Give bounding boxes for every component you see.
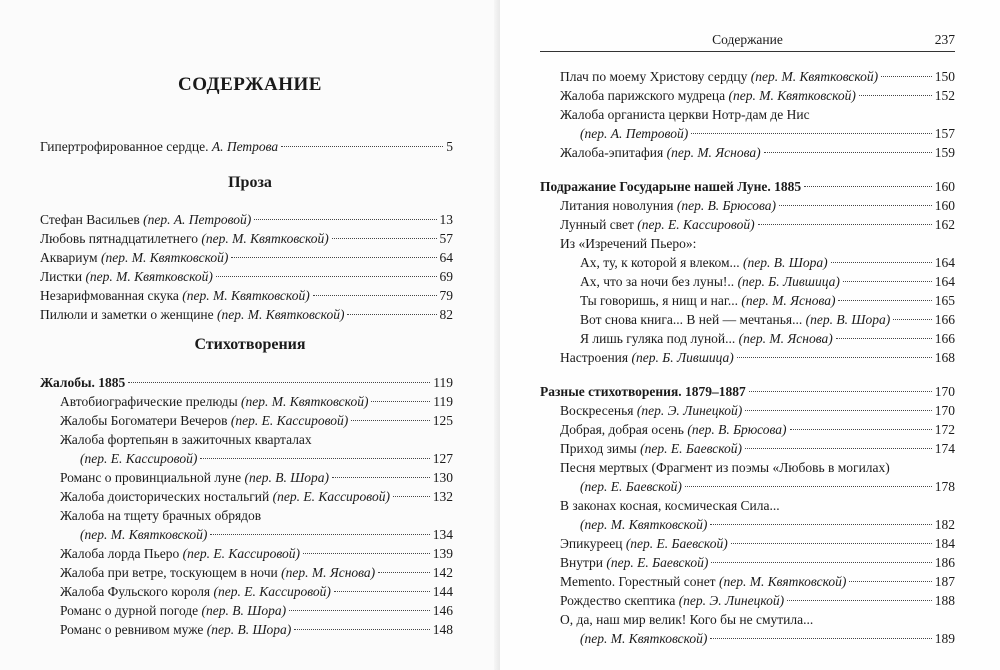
toc-entry[interactable] xyxy=(540,272,955,292)
toc-entry[interactable] xyxy=(40,430,453,450)
entry-page-number: 142 xyxy=(432,565,453,580)
entry-title xyxy=(40,305,344,325)
entry-page-number: 82 xyxy=(439,307,453,322)
entry-page-number: 148 xyxy=(432,622,453,637)
entry-page-number: 186 xyxy=(934,555,955,570)
toc-entry[interactable] xyxy=(40,267,453,287)
toc-entry[interactable] xyxy=(540,477,955,497)
section-heading-prose: Проза xyxy=(228,174,272,191)
dot-leader xyxy=(745,448,932,449)
entry-translator: (пер. В. Брюсова) xyxy=(676,198,777,213)
header-rule xyxy=(540,51,955,52)
entry-title xyxy=(60,620,291,640)
entry-title xyxy=(560,496,780,516)
toc-entry[interactable] xyxy=(540,401,955,421)
dot-leader xyxy=(210,534,429,535)
entry-title xyxy=(560,105,810,125)
entry-title-text: Жалоба при ветре, тоскующем в ночи xyxy=(60,565,278,580)
entry-title xyxy=(60,411,348,431)
entry-title xyxy=(40,286,310,306)
entry-title-text: Жалоба-эпитафия xyxy=(560,145,664,160)
entry-translator: (пер. Е. Баевской) xyxy=(640,441,743,456)
dot-leader xyxy=(289,610,430,611)
entry-translator: (пер. М. Квятковской) xyxy=(80,527,208,542)
entry-page-number: 132 xyxy=(432,489,453,504)
entry-page-number: 57 xyxy=(439,231,453,246)
dot-leader xyxy=(749,391,932,392)
toc-entry[interactable] xyxy=(540,215,955,235)
entry-title xyxy=(560,591,784,611)
entry-title-text: Романс о провинциальной луне xyxy=(60,470,242,485)
entry-page-number: 162 xyxy=(934,217,955,232)
entry-title xyxy=(540,177,801,197)
entry-title-text: Жалоба парижского мудреца xyxy=(560,88,726,103)
dot-leader xyxy=(779,205,932,206)
entry-translator: (пер. Е. Баевской) xyxy=(606,555,709,570)
entry-page-number: 134 xyxy=(432,527,453,542)
dot-leader xyxy=(836,338,932,339)
entry-title xyxy=(60,601,286,621)
entry-title-text: Разные стихотворения. 1879–1887 xyxy=(540,384,746,399)
toc-entry[interactable] xyxy=(540,234,955,254)
toc-entry[interactable] xyxy=(40,248,453,268)
entry-translator: (пер. Е. Кассировой) xyxy=(80,451,198,466)
dot-leader xyxy=(831,262,932,263)
entry-translator: (пер. Е. Кассировой) xyxy=(230,413,349,428)
entry-title-text: Приход зимы xyxy=(560,441,637,456)
entry-title-text: Жалоба доисторических ностальгий xyxy=(60,489,270,504)
entry-title xyxy=(580,253,828,273)
toc-entry[interactable] xyxy=(40,137,453,157)
dot-leader xyxy=(790,429,932,430)
entry-title-text: Ах, что за ночи без луны!.. xyxy=(580,274,735,289)
entry-title xyxy=(40,137,278,157)
entry-translator: (пер. М. Квятковской) xyxy=(85,269,213,284)
entry-title xyxy=(560,348,734,368)
entry-page-number: 13 xyxy=(439,212,453,227)
entry-title xyxy=(60,392,368,412)
entry-translator: (пер. В. Шора) xyxy=(805,312,891,327)
entry-title xyxy=(560,458,890,478)
entry-page-number: 164 xyxy=(934,274,955,289)
entry-title-text: Рождество скептика xyxy=(560,593,676,608)
toc-entry[interactable] xyxy=(540,310,955,330)
toc-entry[interactable] xyxy=(40,229,453,249)
entry-title xyxy=(560,439,742,459)
entry-title-text: О, да, наш мир велик! Кого бы не смутила... xyxy=(560,612,814,627)
entry-title-text: Я лишь гуляка под луной... xyxy=(580,331,736,346)
toc-entry[interactable] xyxy=(540,348,955,368)
entry-title xyxy=(580,515,707,535)
entry-page-number: 174 xyxy=(934,441,955,456)
entry-page-number: 164 xyxy=(934,255,955,270)
entry-title-text: Добрая, добрая осень xyxy=(560,422,684,437)
entry-translator: (пер. В. Шора) xyxy=(244,470,330,485)
entry-translator: (пер. Е. Баевской) xyxy=(580,479,682,494)
entry-translator: (пер. М. Яснова) xyxy=(741,293,836,308)
entry-title xyxy=(40,210,251,230)
entry-title xyxy=(580,124,688,144)
entry-title xyxy=(60,544,300,564)
dot-leader xyxy=(737,357,932,358)
entry-page-number: 69 xyxy=(439,269,453,284)
entry-page-number: 160 xyxy=(934,179,955,194)
toc-entry[interactable] xyxy=(540,196,955,216)
dot-leader xyxy=(313,295,437,296)
toc-entry[interactable] xyxy=(540,572,955,592)
entry-title-text: Литания новолуния xyxy=(560,198,674,213)
entry-title-text: Пилюли и заметки о женщине xyxy=(40,307,214,322)
dot-leader xyxy=(804,186,932,187)
toc-entry[interactable] xyxy=(540,124,955,144)
entry-title-text: В законах косная, космическая Сила... xyxy=(560,498,780,513)
entry-translator: (пер. М. Квятковской) xyxy=(750,69,879,84)
toc-entry[interactable] xyxy=(40,286,453,306)
toc-section-entry[interactable] xyxy=(540,177,955,197)
toc-entry[interactable] xyxy=(40,525,453,545)
entry-title-text: Настроения xyxy=(560,350,629,365)
entry-translator: (пер. В. Брюсова) xyxy=(687,422,787,437)
entry-page-number: 188 xyxy=(934,593,955,608)
toc-entry[interactable] xyxy=(40,487,453,507)
toc-entry[interactable] xyxy=(40,601,453,621)
entry-title xyxy=(560,572,846,592)
entry-page-number: 5 xyxy=(446,139,453,154)
dot-leader xyxy=(378,572,430,573)
entry-title xyxy=(560,86,856,106)
entry-title-text: Подражание Государыне нашей Луне. 1885 xyxy=(540,179,802,194)
entry-translator: (пер. Е. Кассировой) xyxy=(213,584,331,599)
entry-title-text: Ах, ту, к которой я влеком... xyxy=(580,255,740,270)
dot-leader xyxy=(710,638,931,639)
toc-entry[interactable] xyxy=(540,629,955,649)
dot-leader xyxy=(787,600,932,601)
toc-entry[interactable] xyxy=(540,439,955,459)
entry-translator: (пер. А. Петровой) xyxy=(580,126,689,141)
entry-page-number: 178 xyxy=(934,479,955,494)
entry-title-text: Романс о дурной погоде xyxy=(60,603,199,618)
entry-page-number: 159 xyxy=(934,145,955,160)
entry-translator: (пер. М. Квятковской) xyxy=(241,394,369,409)
entry-title xyxy=(560,534,728,554)
toc-entry[interactable] xyxy=(40,563,453,583)
entry-translator: (пер. М. Квятковской) xyxy=(728,88,856,103)
toc-section-entry[interactable] xyxy=(40,373,453,393)
entry-translator: (пер. В. Шора) xyxy=(201,603,287,618)
entry-title xyxy=(540,382,746,402)
entry-title-text: Песня мертвых (Фрагмент из поэмы «Любовь в могилах) xyxy=(560,460,890,475)
dot-leader xyxy=(710,524,931,525)
entry-title xyxy=(80,449,197,469)
entry-translator: (пер. В. Шора) xyxy=(206,622,292,637)
entry-translator: (пер. Б. Лившица) xyxy=(631,350,734,365)
toc-entry[interactable] xyxy=(540,496,955,516)
dot-leader xyxy=(731,543,932,544)
entry-page-number: 172 xyxy=(934,422,955,437)
toc-entry[interactable] xyxy=(40,506,453,526)
toc-entry[interactable] xyxy=(540,105,955,125)
entry-title-text: Стефан Васильев xyxy=(40,212,140,227)
dot-leader xyxy=(294,629,429,630)
entry-title xyxy=(40,373,125,393)
toc-entry[interactable] xyxy=(540,420,955,440)
entry-title xyxy=(560,196,776,216)
toc-entry[interactable] xyxy=(540,553,955,573)
entry-title xyxy=(40,248,228,268)
toc-entry[interactable] xyxy=(540,253,955,273)
entry-title-text: Из «Изречений Пьеро»: xyxy=(560,236,697,251)
toc-entry[interactable] xyxy=(540,515,955,535)
toc-entry[interactable] xyxy=(40,582,453,602)
entry-title xyxy=(580,629,707,649)
entry-page-number: 127 xyxy=(432,451,453,466)
entry-title xyxy=(60,582,331,602)
entry-page-number: 144 xyxy=(432,584,453,599)
entry-page-number: 168 xyxy=(934,350,955,365)
entry-title xyxy=(560,67,878,87)
entry-translator: (пер. М. Яснова) xyxy=(666,145,761,160)
toc-entry[interactable] xyxy=(40,392,453,412)
entry-title xyxy=(60,487,390,507)
entry-translator: (пер. Э. Линецкой) xyxy=(678,593,785,608)
entry-title xyxy=(60,430,312,450)
entry-title-text: Гипертрофированное сердце. xyxy=(40,139,209,154)
entry-page-number: 139 xyxy=(432,546,453,561)
dot-leader xyxy=(843,281,932,282)
toc-entry[interactable] xyxy=(540,143,955,163)
entry-title-text: Любовь пятнадцатилетнего xyxy=(40,231,198,246)
entry-translator: А. Петрова xyxy=(211,139,279,154)
entry-page-number: 119 xyxy=(433,375,453,390)
entry-title-text: Жалоба Фульского короля xyxy=(60,584,211,599)
entry-title-text: Жалобы. 1885 xyxy=(40,375,126,390)
entry-title-text: Плач по моему Христову сердцу xyxy=(560,69,748,84)
entry-title-text: Воскресенья xyxy=(560,403,634,418)
entry-title xyxy=(560,401,742,421)
running-head-title: Содержание xyxy=(712,32,783,47)
entry-page-number: 165 xyxy=(934,293,955,308)
toc-entry[interactable] xyxy=(540,534,955,554)
entry-title xyxy=(580,477,682,497)
entry-translator: (пер. Э. Линецкой) xyxy=(636,403,743,418)
entry-page-number: 125 xyxy=(432,413,453,428)
entry-page-number: 157 xyxy=(934,126,955,141)
entry-page-number: 146 xyxy=(432,603,453,618)
dot-leader xyxy=(351,420,429,421)
toc-entry[interactable] xyxy=(540,67,955,87)
dot-leader xyxy=(231,257,436,258)
toc-section-entry[interactable] xyxy=(540,382,955,402)
entry-title xyxy=(560,143,761,163)
dot-leader xyxy=(216,276,437,277)
toc-entry[interactable] xyxy=(40,620,453,640)
dot-leader xyxy=(128,382,430,383)
entry-title-text: Автобиографические прелюды xyxy=(60,394,238,409)
toc-entry[interactable] xyxy=(40,544,453,564)
entry-title xyxy=(60,563,375,583)
entry-title xyxy=(580,329,833,349)
entry-page-number: 150 xyxy=(934,69,955,84)
entry-page-number: 166 xyxy=(934,312,955,327)
dot-leader xyxy=(254,219,436,220)
entry-translator: (пер. Е. Кассировой) xyxy=(637,217,755,232)
entry-title xyxy=(560,553,708,573)
entry-page-number: 119 xyxy=(433,394,453,409)
dot-leader xyxy=(332,238,437,239)
entry-title-text: Аквариум xyxy=(40,250,98,265)
entry-page-number: 64 xyxy=(439,250,453,265)
entry-title-text: Эпикуреец xyxy=(560,536,623,551)
toc-entry[interactable] xyxy=(40,210,453,230)
dot-leader xyxy=(893,319,932,320)
page-number: 237 xyxy=(934,32,955,47)
entry-page-number: 160 xyxy=(934,198,955,213)
toc-entry[interactable] xyxy=(540,610,955,630)
entry-page-number: 187 xyxy=(934,574,955,589)
toc-entry[interactable] xyxy=(40,411,453,431)
dot-leader xyxy=(745,410,931,411)
dot-leader xyxy=(758,224,932,225)
entry-title-text: Жалоба органиста церкви Нотр-дам де Нис xyxy=(560,107,810,122)
entry-title-text: Листки xyxy=(40,269,83,284)
entry-translator: (пер. М. Яснова) xyxy=(738,331,833,346)
dot-leader xyxy=(881,76,932,77)
toc-entry[interactable] xyxy=(540,591,955,611)
dot-leader xyxy=(764,152,932,153)
dot-leader xyxy=(838,300,931,301)
entry-title xyxy=(580,291,835,311)
dot-leader xyxy=(849,581,931,582)
dot-leader xyxy=(347,314,436,315)
dot-leader xyxy=(711,562,931,563)
entry-title-text: Жалоба на тщету брачных обрядов xyxy=(60,508,262,523)
toc-entry[interactable] xyxy=(540,291,955,311)
entry-title-text: Жалоба фортепьян в зажиточных кварталах xyxy=(60,432,312,447)
entry-title xyxy=(80,525,207,545)
entry-title xyxy=(40,267,213,287)
entry-translator: (пер. М. Квятковской) xyxy=(580,631,708,646)
entry-title-text: Внутри xyxy=(560,555,604,570)
toc-entry[interactable] xyxy=(540,458,955,478)
entry-title xyxy=(560,215,755,235)
entry-title-text: Незарифмованная скука xyxy=(40,288,179,303)
entry-page-number: 170 xyxy=(934,403,955,418)
entry-page-number: 130 xyxy=(432,470,453,485)
entry-title xyxy=(60,468,329,488)
entry-title xyxy=(40,229,329,249)
entry-title-text: Жалоба лорда Пьеро xyxy=(60,546,180,561)
toc-entry[interactable] xyxy=(540,86,955,106)
dot-leader xyxy=(334,591,430,592)
toc-entry[interactable] xyxy=(540,329,955,349)
entry-translator: (пер. М. Квятковской) xyxy=(100,250,229,265)
toc-entry[interactable] xyxy=(40,305,453,325)
entry-title-text: Лунный свет xyxy=(560,217,634,232)
dot-leader xyxy=(332,477,430,478)
entry-title-text: Memento. Горестный сонет xyxy=(560,574,716,589)
dot-leader xyxy=(691,133,932,134)
running-header xyxy=(540,32,955,50)
entry-translator: (пер. М. Квятковской) xyxy=(201,231,329,246)
entry-translator: (пер. М. Квятковской) xyxy=(217,307,345,322)
dot-leader xyxy=(859,95,932,96)
dot-leader xyxy=(303,553,430,554)
entry-title xyxy=(580,272,840,292)
entry-translator: (пер. М. Квятковской) xyxy=(182,288,310,303)
entry-translator: (пер. М. Квятковской) xyxy=(580,517,708,532)
entry-title xyxy=(580,310,890,330)
dot-leader xyxy=(371,401,430,402)
entry-title-text: Жалобы Богоматери Вечеров xyxy=(60,413,228,428)
entry-translator: (пер. Е. Кассировой) xyxy=(182,546,301,561)
entry-translator: (пер. М. Яснова) xyxy=(281,565,376,580)
entry-translator: (пер. Е. Баевской) xyxy=(625,536,728,551)
dot-leader xyxy=(393,496,430,497)
entry-title-text: Вот снова книга... В ней — мечтанья... xyxy=(580,312,803,327)
toc-entry[interactable] xyxy=(40,468,453,488)
entry-page-number: 189 xyxy=(934,631,955,646)
entry-page-number: 79 xyxy=(439,288,453,303)
entry-translator: (пер. Е. Кассировой) xyxy=(272,489,390,504)
entry-page-number: 152 xyxy=(934,88,955,103)
entry-title xyxy=(60,506,261,526)
dot-leader xyxy=(685,486,932,487)
entry-translator: (пер. В. Шора) xyxy=(743,255,828,270)
entry-title-text: Ты говоришь, я нищ и наг... xyxy=(580,293,739,308)
entry-page-number: 184 xyxy=(934,536,955,551)
entry-title xyxy=(560,420,787,440)
entry-translator: (пер. Б. Лившица) xyxy=(737,274,840,289)
toc-entry[interactable] xyxy=(40,449,453,469)
dot-leader xyxy=(200,458,429,459)
section-heading-poems: Стихотворения xyxy=(194,336,306,353)
page-title: СОДЕРЖАНИЕ xyxy=(178,74,322,95)
dot-leader xyxy=(281,146,443,147)
entry-translator: (пер. А. Петровой) xyxy=(143,212,252,227)
entry-page-number: 170 xyxy=(934,384,955,399)
entry-page-number: 166 xyxy=(934,331,955,346)
entry-page-number: 182 xyxy=(934,517,955,532)
entry-title-text: Романс о ревнивом муже xyxy=(60,622,204,637)
entry-title xyxy=(560,234,696,254)
entry-translator: (пер. М. Квятковской) xyxy=(718,574,847,589)
entry-title xyxy=(560,610,813,630)
